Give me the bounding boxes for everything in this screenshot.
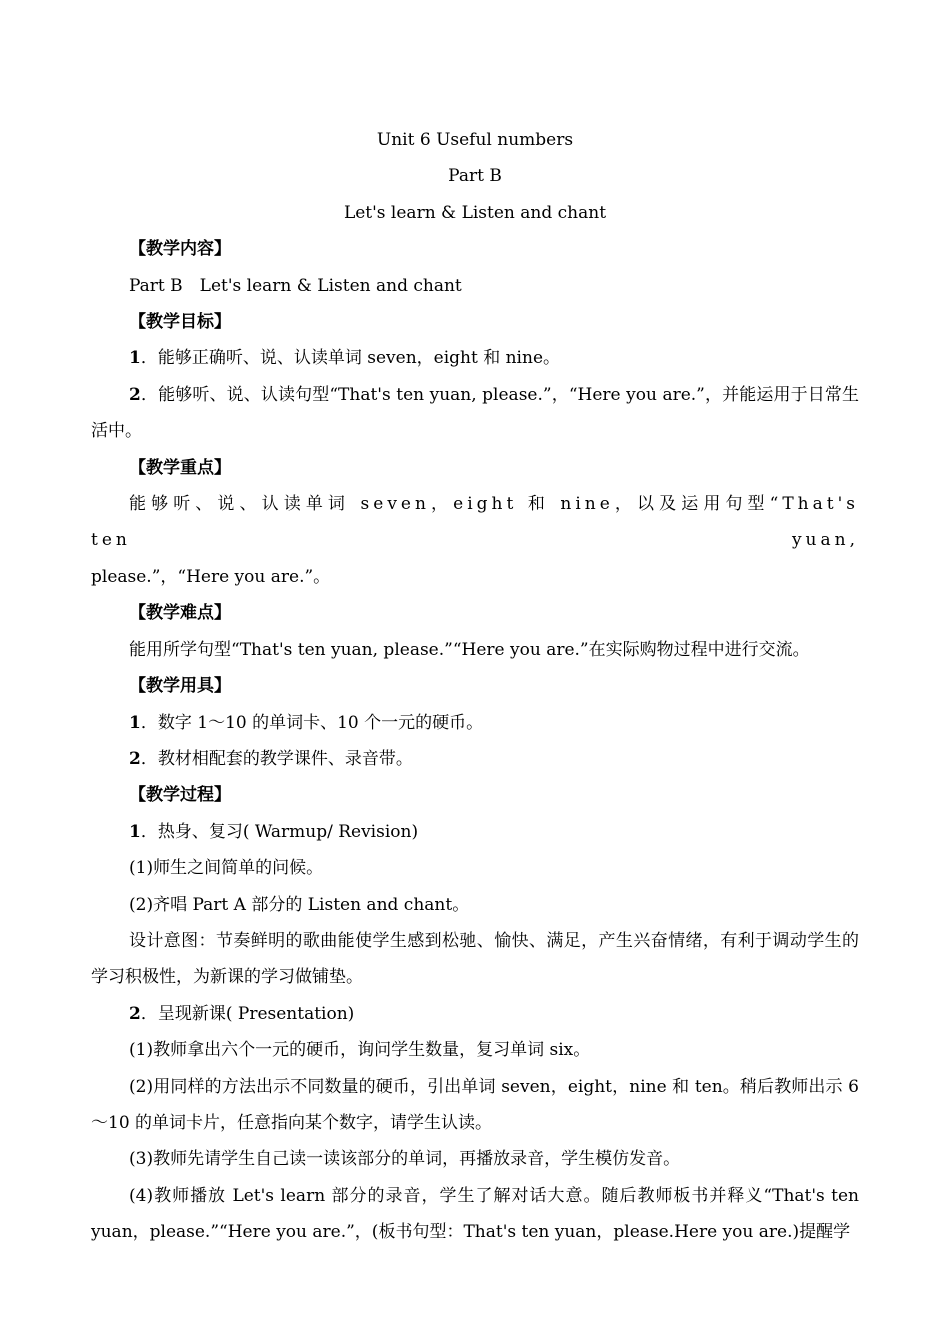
goal-2-text: ．能够听、说、认读句型“That's ten yuan, please.”，“Here you are.”，并能运用于日常生活中。 [91, 384, 859, 442]
content-text: Part B Let's learn & Listen and chant [129, 275, 462, 296]
goal-2-number: 2 [129, 384, 141, 405]
tool-2-text: ．教材相配套的教学课件、录音带。 [140, 748, 413, 769]
difficult-points-text: 能用所学句型“That's ten yuan, please.”“Here you are.”在实际购物过程中进行交流。 [129, 639, 810, 660]
tool-1-text: ．数字 1～10 的单词卡、10 个一元的硬币。 [140, 712, 484, 733]
content-heading: 【教学内容】 [129, 239, 231, 260]
tool-1 [91, 705, 859, 741]
step-1-item-b: (2)齐唱 Part A 部分的 Listen and chant。 [129, 894, 470, 915]
tool-2-number: 2 [129, 748, 141, 769]
step-2-item-a: (1)教师拿出六个一元的硬币，询问学生数量，复习单词 six。 [129, 1040, 591, 1061]
unit-title: Unit 6 Useful numbers [376, 130, 574, 150]
step-1-item-a: (1)师生之间简单的问候。 [129, 858, 324, 879]
key-points-heading: 【教学重点】 [129, 457, 231, 478]
goal-1-number: 1 [129, 348, 141, 369]
teaching-tools-heading: 【教学用具】 [129, 676, 231, 697]
goals-heading: 【教学目标】 [129, 312, 231, 333]
step-2 [91, 996, 859, 1032]
part-title: Part B [448, 166, 502, 187]
step-2-item-c: (3)教师先请学生自己读一读该部分的单词，再播放录音，学生模仿发音。 [129, 1149, 681, 1170]
tool-1-number: 1 [129, 712, 141, 733]
step-2-number: 2 [129, 1003, 141, 1024]
document-body [91, 122, 859, 1251]
goal-1-text: ．能够正确听、说、认读单词 seven，eight 和 nine。 [140, 348, 561, 369]
goal-2 [91, 377, 859, 450]
key-points-text-line2: please.”，“Here you are.”。 [91, 566, 331, 587]
lesson-title: Let's learn & Listen and chant [343, 202, 607, 223]
step-1-design-intent: 设计意图：节奏鲜明的歌曲能使学生感到松驰、愉快、满足，产生兴奋情绪，有利于调动学生的学习积极性，为新课的学习做铺垫。 [91, 930, 859, 988]
key-points-text-line1: 能够听、说、认读单词 seven，eight 和 nine，以及运用句型“That's ten yuan, [91, 494, 859, 551]
step-1 [91, 814, 859, 850]
step-1-text: ．热身、复习( Warmup/ Revision) [140, 821, 419, 842]
goal-1 [91, 340, 859, 376]
difficult-points-heading: 【教学难点】 [129, 603, 231, 624]
tool-2 [91, 741, 859, 777]
teaching-process-heading: 【教学过程】 [129, 785, 231, 806]
step-1-number: 1 [129, 821, 141, 842]
step-2-item-b: (2)用同样的方法出示不同数量的硬币，引出单词 seven，eight，nine 和 ten。稍后教师出示 6～10 的单词卡片，任意指向某个数字，请学生认读。 [91, 1076, 859, 1133]
step-2-text: ．呈现新课( Presentation) [140, 1003, 355, 1024]
step-2-item-d: (4)教师播放 Let's learn 部分的录音，学生了解对话大意。随后教师板书并释义“That's ten yuan，please.”“Here you are.”，(板书句型：That's ten yuan，please.Here you are.)提醒学 [91, 1185, 859, 1243]
